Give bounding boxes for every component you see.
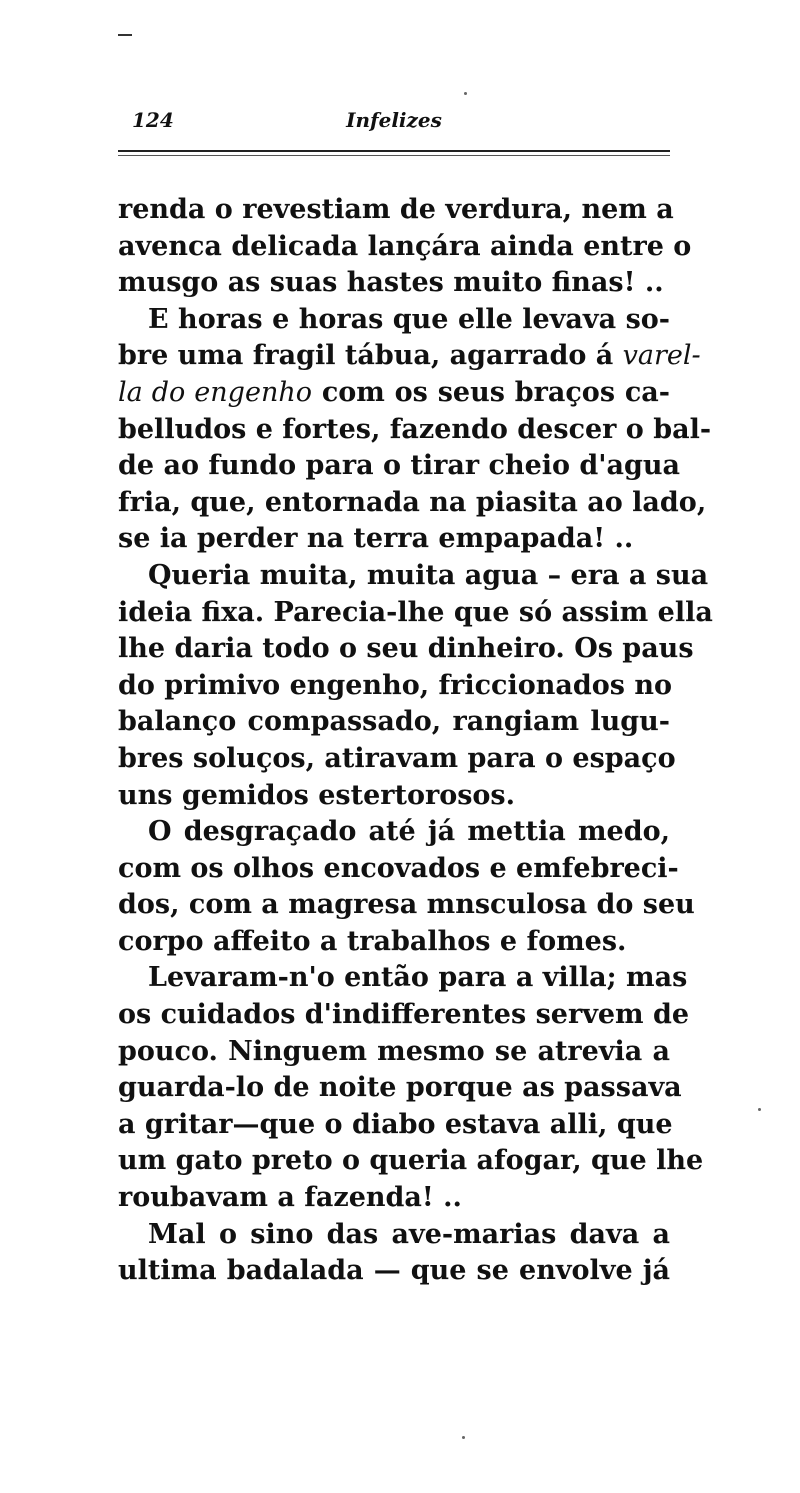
text-line: de ao fundo para o tirar cheio d'agua <box>118 450 681 482</box>
text-line <box>118 375 670 412</box>
text-line: avenca delicada lançára ainda entre o <box>118 230 692 262</box>
text-line: lhe daria todo o seu dinheiro. Os paus <box>118 633 694 665</box>
italic-run: varel- <box>622 340 701 372</box>
paper-speck <box>464 92 467 95</box>
text-line: belludos e fortes, fazendo descer o bal- <box>118 413 712 445</box>
text-line: O desgraçado até já mettia medo, <box>148 816 670 848</box>
text-line: do primivo engenho, friccionados no <box>118 669 673 701</box>
header-rule-thin <box>118 155 670 156</box>
text-line: roubavam a fazenda! .. <box>118 1182 462 1214</box>
text-line: uns gemidos estertorosos. <box>118 779 516 811</box>
text-line: bres soluços, atiravam para o espaço <box>118 742 676 774</box>
text-line: ultima badalada — que se envolve já <box>118 1255 670 1287</box>
text-line: os cuidados d'indifferentes servem de <box>118 999 690 1031</box>
text-line: musgo as suas hastes muito finas! .. <box>118 267 664 299</box>
text-line: pouco. Ninguem mesmo se atrevia a <box>118 1035 670 1067</box>
text-line: Mal o sino das ave-marias dava a <box>148 1218 670 1250</box>
text-line: com os olhos encovados e emfebreci- <box>118 852 679 884</box>
running-title: Infelizes <box>346 108 442 132</box>
text-line: Queria muita, muita agua – era a sua <box>148 559 709 591</box>
paper-speck <box>758 1108 761 1111</box>
italic-run: la do engenho <box>118 376 312 408</box>
text-run: bre uma fragil tábua, agarrado á <box>118 340 623 372</box>
text-line: ideia fixa. Parecia-lhe que só assim ella <box>118 596 713 628</box>
page-header <box>118 108 670 138</box>
text-line: guarda-lo de noite porque as passava <box>118 1072 682 1104</box>
text-line: dos, com a magresa mnsculosa do seu <box>118 889 695 921</box>
text-line: Levaram-n'o então para a villa; mas <box>148 962 688 994</box>
text-line: renda o revestiam de verdura, nem a <box>118 194 674 225</box>
text-line: corpo affeito a trabalhos e fomes. <box>118 925 627 957</box>
text-line: se ia perder na terra empapada! .. <box>118 523 634 555</box>
text-line: balanço compassado, rangiam lugu- <box>118 706 670 738</box>
margin-mark <box>118 34 132 36</box>
page-number: 124 <box>132 108 174 132</box>
body-text <box>118 192 713 1290</box>
header-rule <box>118 150 670 152</box>
text-line: um gato preto o queria afogar, que lhe <box>118 1145 704 1177</box>
text-run: com os seus braços ca- <box>311 376 670 408</box>
text-line <box>118 338 701 375</box>
text-line: a gritar—que o diabo estava alli, que <box>118 1108 673 1140</box>
text-line: E horas e horas que elle levava so- <box>148 303 670 335</box>
paper-speck <box>462 1436 465 1439</box>
text-line: fria, que, entornada na piasita ao lado, <box>118 486 707 518</box>
